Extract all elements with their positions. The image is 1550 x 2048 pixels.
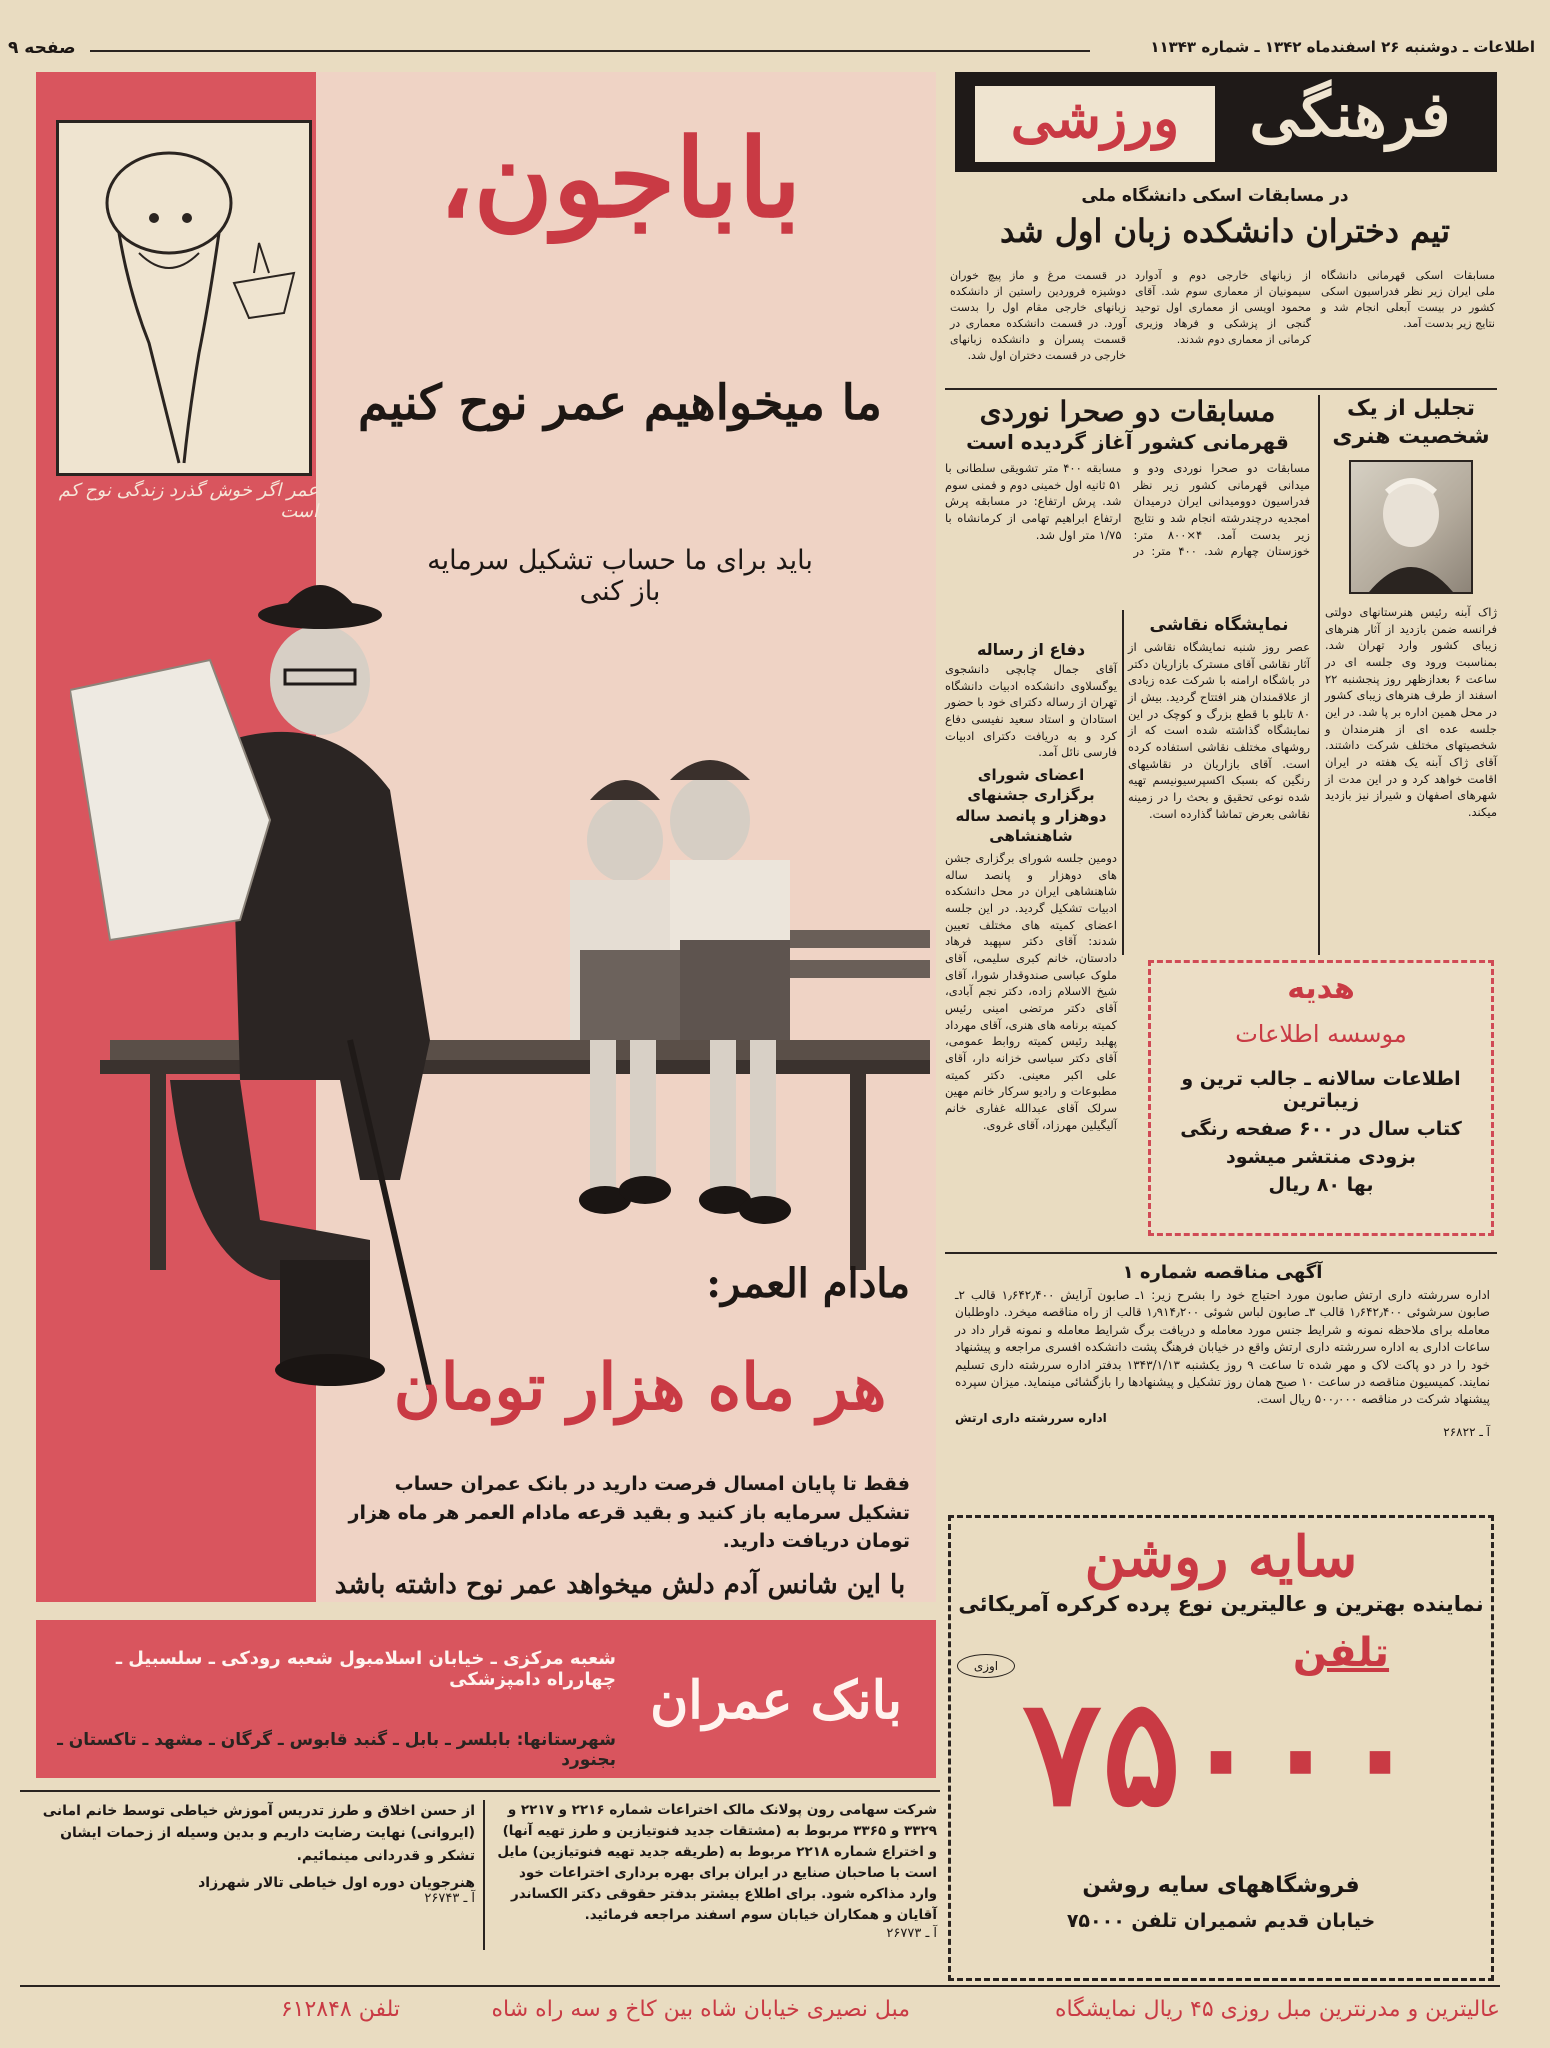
top-story-bottom-rule [945,388,1497,390]
footer-ad-line1: عالیترین و مدرنترین مبل روزی ۴۵ ریال نمایشگاه [1054,1997,1500,2022]
dissertation-headline: دفاع از رساله [976,640,1086,659]
tailor-notice-text: از حسن اخلاق و طرز تدریس آموزش خیاطی توسط خانم امانی (ایروانی) نهایت رضایت داریم و بدین وسیله از زحمات ایشان تشکر و قدردانی مینمائیم. [42,1803,475,1864]
sayeh-stamp: اوزی [957,1654,1015,1678]
tender-text: اداره سررشته داری ارتش صابون مورد احتیاج خود را بشرح زیر: ۱ـ صابون آرایش ۱٫۶۴۲٫۴۰۰ قالب ۲ـ صابون سرشوئی ۱٫۶۴۲٫۴۰۰ قالب ۳ـ صابون لباس شوئی ۱٫۹۱۴٫۲۰۰ قالب از راه مناقصه میخرد. داوطلبان معامله برای ملاحظه نمونه و شرایط جنس مورد معامله و دریافت برگ شرایط معامله و نمونه قرار داد در ساعات اداری به اداره سررشته داری ارتش واقع در خیابان فرهنگ پشت دانشکده افسری مراجعه و پیشنهاد خود را در دو پاکت لاک و مهر شده تا ساعت ۹ روز یکشنبه ۱۳۴۳/۱/۱۳ بدفتر اداره سررشته داری تسلیم نمایند. کمیسیون مناقصه در ساعت ۱۰ صبح همان روز تشکیل و پیشنهادها را بازگشائی مینماید. میزان سپرده پیشنهاد شرکت در مناقصه ۵۰۰٫۰۰۰ ریال است. [955,1288,1490,1407]
monthly-prize: هر ماه هزار تومان [393,1350,887,1425]
footer-rule [20,1985,1500,1987]
cartoon-caption: عمر اگر خوش گذرد زندگی نوح کم است [58,480,318,522]
tribute-divider [1318,395,1320,955]
gift-box-org: موسسه اطلاعات [1235,1020,1407,1048]
gift-box-line3: بزودی منتشر میشود [1225,1146,1417,1168]
gift-box [1148,960,1494,1236]
page-number: صفحه ۹ [8,38,76,58]
tender-notice [955,1262,1490,1502]
dissertation-text: آقای جمال چابچی دانشجوی یوگسلاوی دانشکده ادبیات دانشگاه تهران از رساله دکترای خود با حضور استادان و استاد سعید نفیسی دفاع کرد و به دریافت دکترای ادبیات فارسی نائل آمد. [945,662,1117,760]
tribute-photo [1349,460,1473,594]
sayeh-ad [948,1515,1494,1981]
masthead-rule [90,50,1090,52]
tailor-notice [20,1800,475,1950]
top-story-col-3: در قسمت مرغ و ماز پیچ خوران دوشیزه فروردین راستین از دانشکده زبانهای خارجی مقام اول را بدست آورد. در قسمت دانشکده معماری در قسمت پسران و دانشکده زبانهای خارجی در قسمت دختران اول شد. [950,269,1126,362]
top-story-col-2: از زبانهای خارجی دوم و آدوارد سیمونیان از معماری سوم شد. آقای محمود اویسی از معماری اول توحید گنجی از پزشکی و فرهاد وزیری کرمانی از معماری دوم شدند. [1135,269,1311,346]
bank-logo: بانک عمران [650,1670,902,1731]
bottom-notice-divider [483,1800,485,1950]
sayeh-title: سایه روشن [1084,1524,1358,1590]
patent-notice-code: آ ـ ۲۶۷۷۳ [886,1925,937,1941]
gift-box-line2: کتاب سال در ۶۰۰ صفحه رنگی [1180,1118,1462,1140]
painting-headline: نمایشگاه نقاشی [1149,615,1289,635]
bank-cities: شهرستانها: بابلسر ـ بابل ـ گنبد قابوس ـ گرگان ـ مشهد ـ تاکستان ـ بجنورد [57,1730,616,1770]
desert-story [945,395,1310,625]
bank-branches-band [36,1620,936,1778]
dissertation-story [945,640,1117,760]
gift-box-line1: اطلاعات سالانه ـ جالب ترین و زیباترین [1181,1068,1461,1112]
portrait-illustration [1351,462,1471,592]
sports-banner-dark-word: فرهنگی [1249,78,1451,151]
council-text: دومین جلسه شورای برگزاری جشن های دوهزار و پانصد ساله شاهنشاهی ایران در محل دانشکده ادبیات تشکیل گردید. در این جلسه اعضای کمیته های مختلف تعیین شدند: آقای دکتر سپهبد فرهاد دادستان، خانم کبری سلیمی، آقای ملوک عباسی صندوقدار شورا، آقای شیخ الاسلام زاده، دکتر نجم آبادی، آقای دکتر مرتضی امینی رئیس کمیته برنامه های هنری، آقای مهرداد پهلبد رئیس کمیته روابط عمومی، آقای دکتر سیاسی خزانه دار، آقای علی اکبر معینی. دکتر کمیته مطبوعات و رادیو سرکار خانم مهین سرلک آقای عبدالله غفاری خانم آلیگیلین مهرزاد، آقای غروی. [945,851,1117,1132]
footer-ad-phone: تلفن ۶۱۲۸۴۸ [280,1997,400,2022]
desert-text: مسابقات دو صحرا نوردی ودو و میدانی قهرمانی کشور زیر نظر فدراسیون دوومیدانی ایران درمیدان امجدیه درچندرشته انجام شد و نتایج زیر بدست آمد. ۴×۸۰۰ متر: خوزستان چهارم شد. ۴۰۰ متر: در مسابقه ۴۰۰ متر تشویقی سلطانی با ۵۱ ثانیه اول خمینی دوم و فمنی سوم شد. پرش ارتفاع: در مسابقه پرش ارتفاع ابراهیم تهامی از کرمانشاه با ۱/۷۵ متر اول شد. [945,461,1310,559]
bank-ad-offer: فقط تا پایان امسال فرصت دارید در بانک عمران حساب تشکیل سرمایه باز کنید و بقید قرعه مادام العمر هر ماه هزار تومان دریافت دارید. [348,1473,910,1552]
sayeh-subtitle: نماینده بهترین و عالیترین نوع پرده کرکره آمریکائی [958,1592,1484,1616]
bank-branches: شعبه مرکزی ـ خیابان اسلامبول شعبه رودکی ـ سلسبیل ـ چهارراه دامپزشکی [115,1648,616,1690]
bank-ad-line2: باید برای ما حساب تشکیل سرمایه باز کنی [427,545,813,607]
footer-ad [20,1995,1500,2043]
council-story [945,765,1117,1265]
patent-notice [492,1800,937,1970]
cartoon-frame [56,120,312,476]
bank-ad-headline: باباجون، [438,116,802,242]
tender-signature: اداره سررشته داری ارتش [955,1410,1107,1425]
tribute-text: ژاک آبنه رئیس هنرستانهای دولتی فرانسه ضمن بازدید از آثار هنرهای زیبای کشور وارد تهران شد. بمناسبت ورود وی جلسه ای در ساعت ۶ بعدازظهر روز پنجشنبه ۲۲ اسفند از طرف هنرهای زیبای کشور در محل همین اداره بر پا شد. در این جلسه عده ای از هنرمندان و شخصیتهای مختلف شرکت داشتند. آقای ژاک آبنه یک هفته در ایران اقامت خواهد کرد و در این مدت از شهرهای اصفهان و شیراز نیز بازدید میکند. [1325,605,1498,820]
top-story-kicker: در مسابقات اسکی دانشگاه ملی [1081,186,1349,206]
madam-label: مادام العمر: [706,1260,910,1307]
sayeh-stores: فروشگاههای سایه روشن [1082,1873,1360,1898]
desert-subhead: قهرمانی کشور آغاز گردیده است [966,430,1289,454]
sayeh-phone: ۷۵۰۰۰ [1022,1665,1420,1839]
sayeh-address: خیابان قدیم شمیران تلفن ۷۵۰۰۰ [1066,1910,1376,1932]
tailor-notice-signature: هنرجویان دوره اول خیاطی تالار شهرزاد [198,1875,475,1892]
patent-notice-text: شرکت سهامی رون پولانک مالک اختراعات شماره ۲۲۱۶ و ۲۲۱۷ و ۳۳۲۹ و ۳۳۶۵ مربوط به (مشتقات جدید فنوتیازین و طرز تهیه آنها) و اختراع شماره ۲۲۱۸ مربوط به (طریقه جدید تهیه فنوتیازین) مایل است با صاحبان صنایع در ایران برای بهره برداری اختراعات خود وارد مذاکره شود. برای اطلاع بیشتر بدفتر حقوقی دکتر الکساندر آقایان و همکاران خیابان سوم اسفند مراجعه فرمائید. [497,1802,937,1923]
painting-divider [1122,610,1124,955]
masthead-dateline: اطلاعات ـ دوشنبه ۲۶ اسفندماه ۱۳۴۲ ـ شماره ۱۱۳۴۳ [1150,38,1535,56]
tribute-story [1325,395,1497,955]
bank-ad-tagline: با این شانس آدم دلش میخواهد عمر نوح داشته باشد [334,1570,906,1600]
tender-code: آ ـ ۲۶۸۲۲ [1443,1424,1490,1439]
sayeh-phone-label: تلفن [1292,1630,1390,1676]
old-man-cartoon [59,123,309,473]
gift-box-price: بها ۸۰ ریال [1268,1174,1374,1196]
council-headline: اعضای شورای برگزاری جشنهای دوهزار و پانصد ساله شاهنشاهی [955,766,1107,845]
footer-ad-line2: مبل نصیری خیابان شاه بین کاخ و سه راه شاه [491,1997,910,2022]
sports-banner [955,72,1497,172]
top-story-columns [945,268,1495,378]
tailor-notice-code: آ ـ ۲۶۷۴۳ [424,1891,475,1907]
painting-story [1128,615,1310,955]
desert-headline: مسابقات دو صحرا نوردی [979,395,1276,428]
top-story-col-1: مسابقات اسکی قهرمانی دانشگاه ملی ایران زیر نظر فدراسیون اسکی کشور در بیست آبعلی انجام شد و نتایج زیر بدست آمد. [1321,269,1495,330]
bank-ad-line1: ما میخواهیم عمر نوح کنیم [357,375,882,431]
tribute-headline: تجلیل از یک شخصیت هنری [1332,396,1490,449]
sports-banner-red-word: ورزشی [975,86,1215,162]
bottom-left-rule [20,1790,940,1792]
tender-title: آگهی مناقصه شماره ۱ [1122,1262,1323,1283]
tender-top-rule [945,1252,1497,1254]
gift-box-title: هدیه [1287,971,1355,1006]
top-story-headline: تیم دختران دانشکده زبان اول شد [1000,212,1450,250]
painting-text: عصر روز شنبه نمایشگاه نقاشی از آثار نقاشی آقای مسترک بازاریان دکتر در باشگاه ارامنه با شرکت عده زیادی از علاقمندان هنر افتتاح گردید. بیش از ۸۰ تابلو با قطع بزرگ و کوچک در این نمایشگاه گذاشته شده است که از روشهای مختلف نقاشی استفاده کرده است. آقای بازاریان در نقاشیهای رنگین که بسبک اکسپرسیونیسم تهیه شده نوعی تحقیق و بحث را در زمینه نقاشی بعرض تماشا گذارده است. [1128,640,1310,821]
masthead [0,0,1550,60]
